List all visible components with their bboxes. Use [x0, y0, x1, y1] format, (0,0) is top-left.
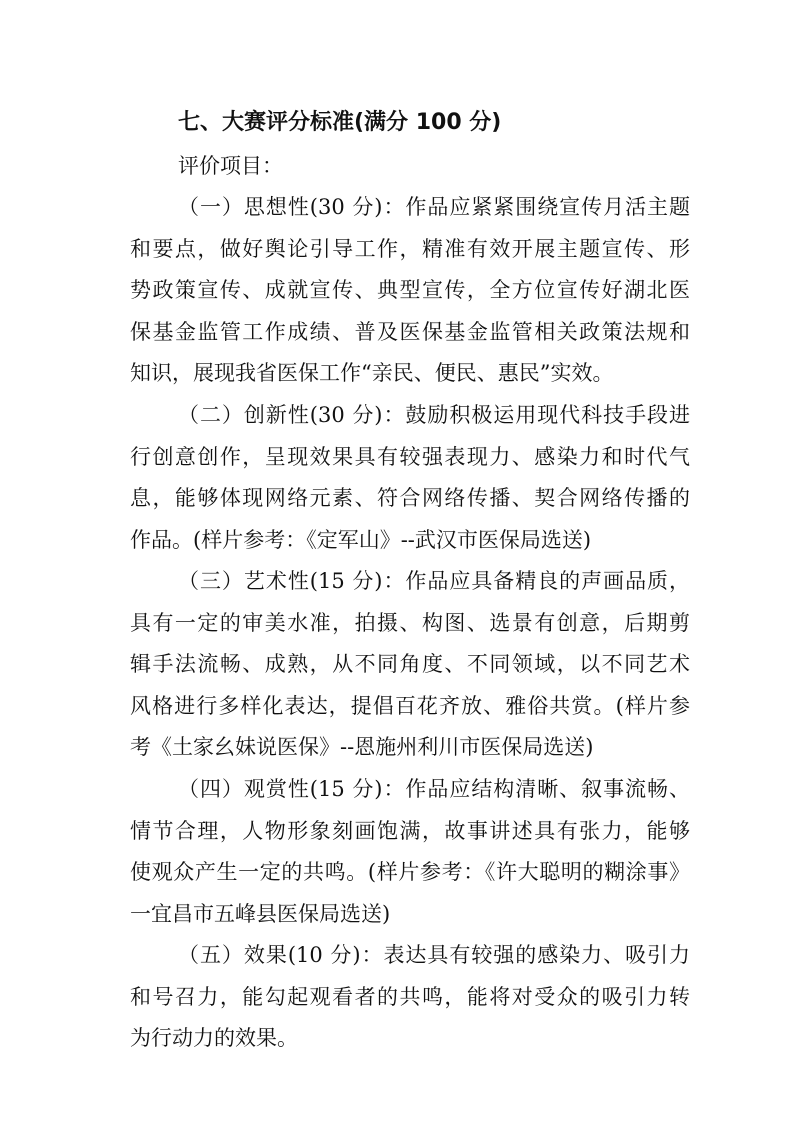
paragraph-line: 势政策宣传、成就宣传、典型宣传，全方位宣传好湖北医 — [130, 278, 690, 302]
paragraph-line: 知识，展现我省医保工作“亲民、便民、惠民”实效。 — [130, 361, 614, 385]
paragraph-line: 辑手法流畅、成熟，从不同角度、不同领域，以不同艺术 — [130, 652, 690, 676]
paragraph-line: （四）观赏性(15 分)：作品应结构清晰、叙事流畅、 — [178, 777, 690, 801]
paragraph-line: 为行动力的效果。 — [130, 1026, 298, 1050]
paragraph-line: （二）创新性(30 分)：鼓励积极运用现代科技手段进 — [178, 403, 690, 427]
evaluation-items-heading: 评价项目： — [178, 154, 283, 178]
paragraph-line: 情节合理，人物形象刻画饱满，故事讲述具有张力，能够 — [130, 818, 690, 843]
criterion-innovation — [130, 395, 690, 561]
paragraph-line: 使观众产生一定的共鸣。(样片参考：《许大聪明的糊涂事》 — [130, 860, 690, 884]
paragraph-line: （一）思想性(30 分)：作品应紧紧围绕宣传月活主题 — [178, 195, 690, 219]
criterion-artistry — [130, 561, 690, 769]
paragraph-line: 一宜昌市五峰县医保局选送) — [130, 901, 391, 926]
paragraph-line: （三）艺术性(15 分)：作品应具备精良的声画品质， — [178, 569, 690, 593]
paragraph-line: 具有一定的审美水准，拍摄、构图、选景有创意，后期剪 — [130, 610, 690, 635]
paragraph-line: （五）效果(10 分)：表达具有较强的感染力、吸引力 — [178, 943, 690, 967]
criterion-ideology — [130, 187, 690, 395]
paragraph-line: 和要点，做好舆论引导工作，精准有效开展主题宣传、形 — [130, 236, 690, 261]
criterion-watchability — [130, 769, 690, 935]
paragraph-line: 保基金监管工作成绩、普及医保基金监管相关政策法规和 — [130, 319, 690, 344]
paragraph-line: 作品。(样片参考：《定军山》--武汉市医保局选送) — [130, 527, 592, 552]
criterion-effect — [130, 935, 690, 1060]
paragraph-line: 行创意创作，呈现效果具有较强表现力、感染力和时代气 — [130, 444, 690, 469]
section-title: 七、大赛评分标准(满分 100 分) — [178, 110, 502, 135]
paragraph-line: 息，能够体现网络元素、符合网络传播、契合网络传播的 — [130, 486, 690, 510]
paragraph-line: 和号召力，能勾起观看者的共鸣，能将对受众的吸引力转 — [130, 984, 690, 1009]
paragraph-line: 风格进行多样化表达，提倡百花齐放、雅俗共赏。(样片参 — [130, 693, 690, 718]
paragraph-line: 考《土家幺妹说医保》--恩施州利川市医保局选送) — [130, 735, 594, 759]
